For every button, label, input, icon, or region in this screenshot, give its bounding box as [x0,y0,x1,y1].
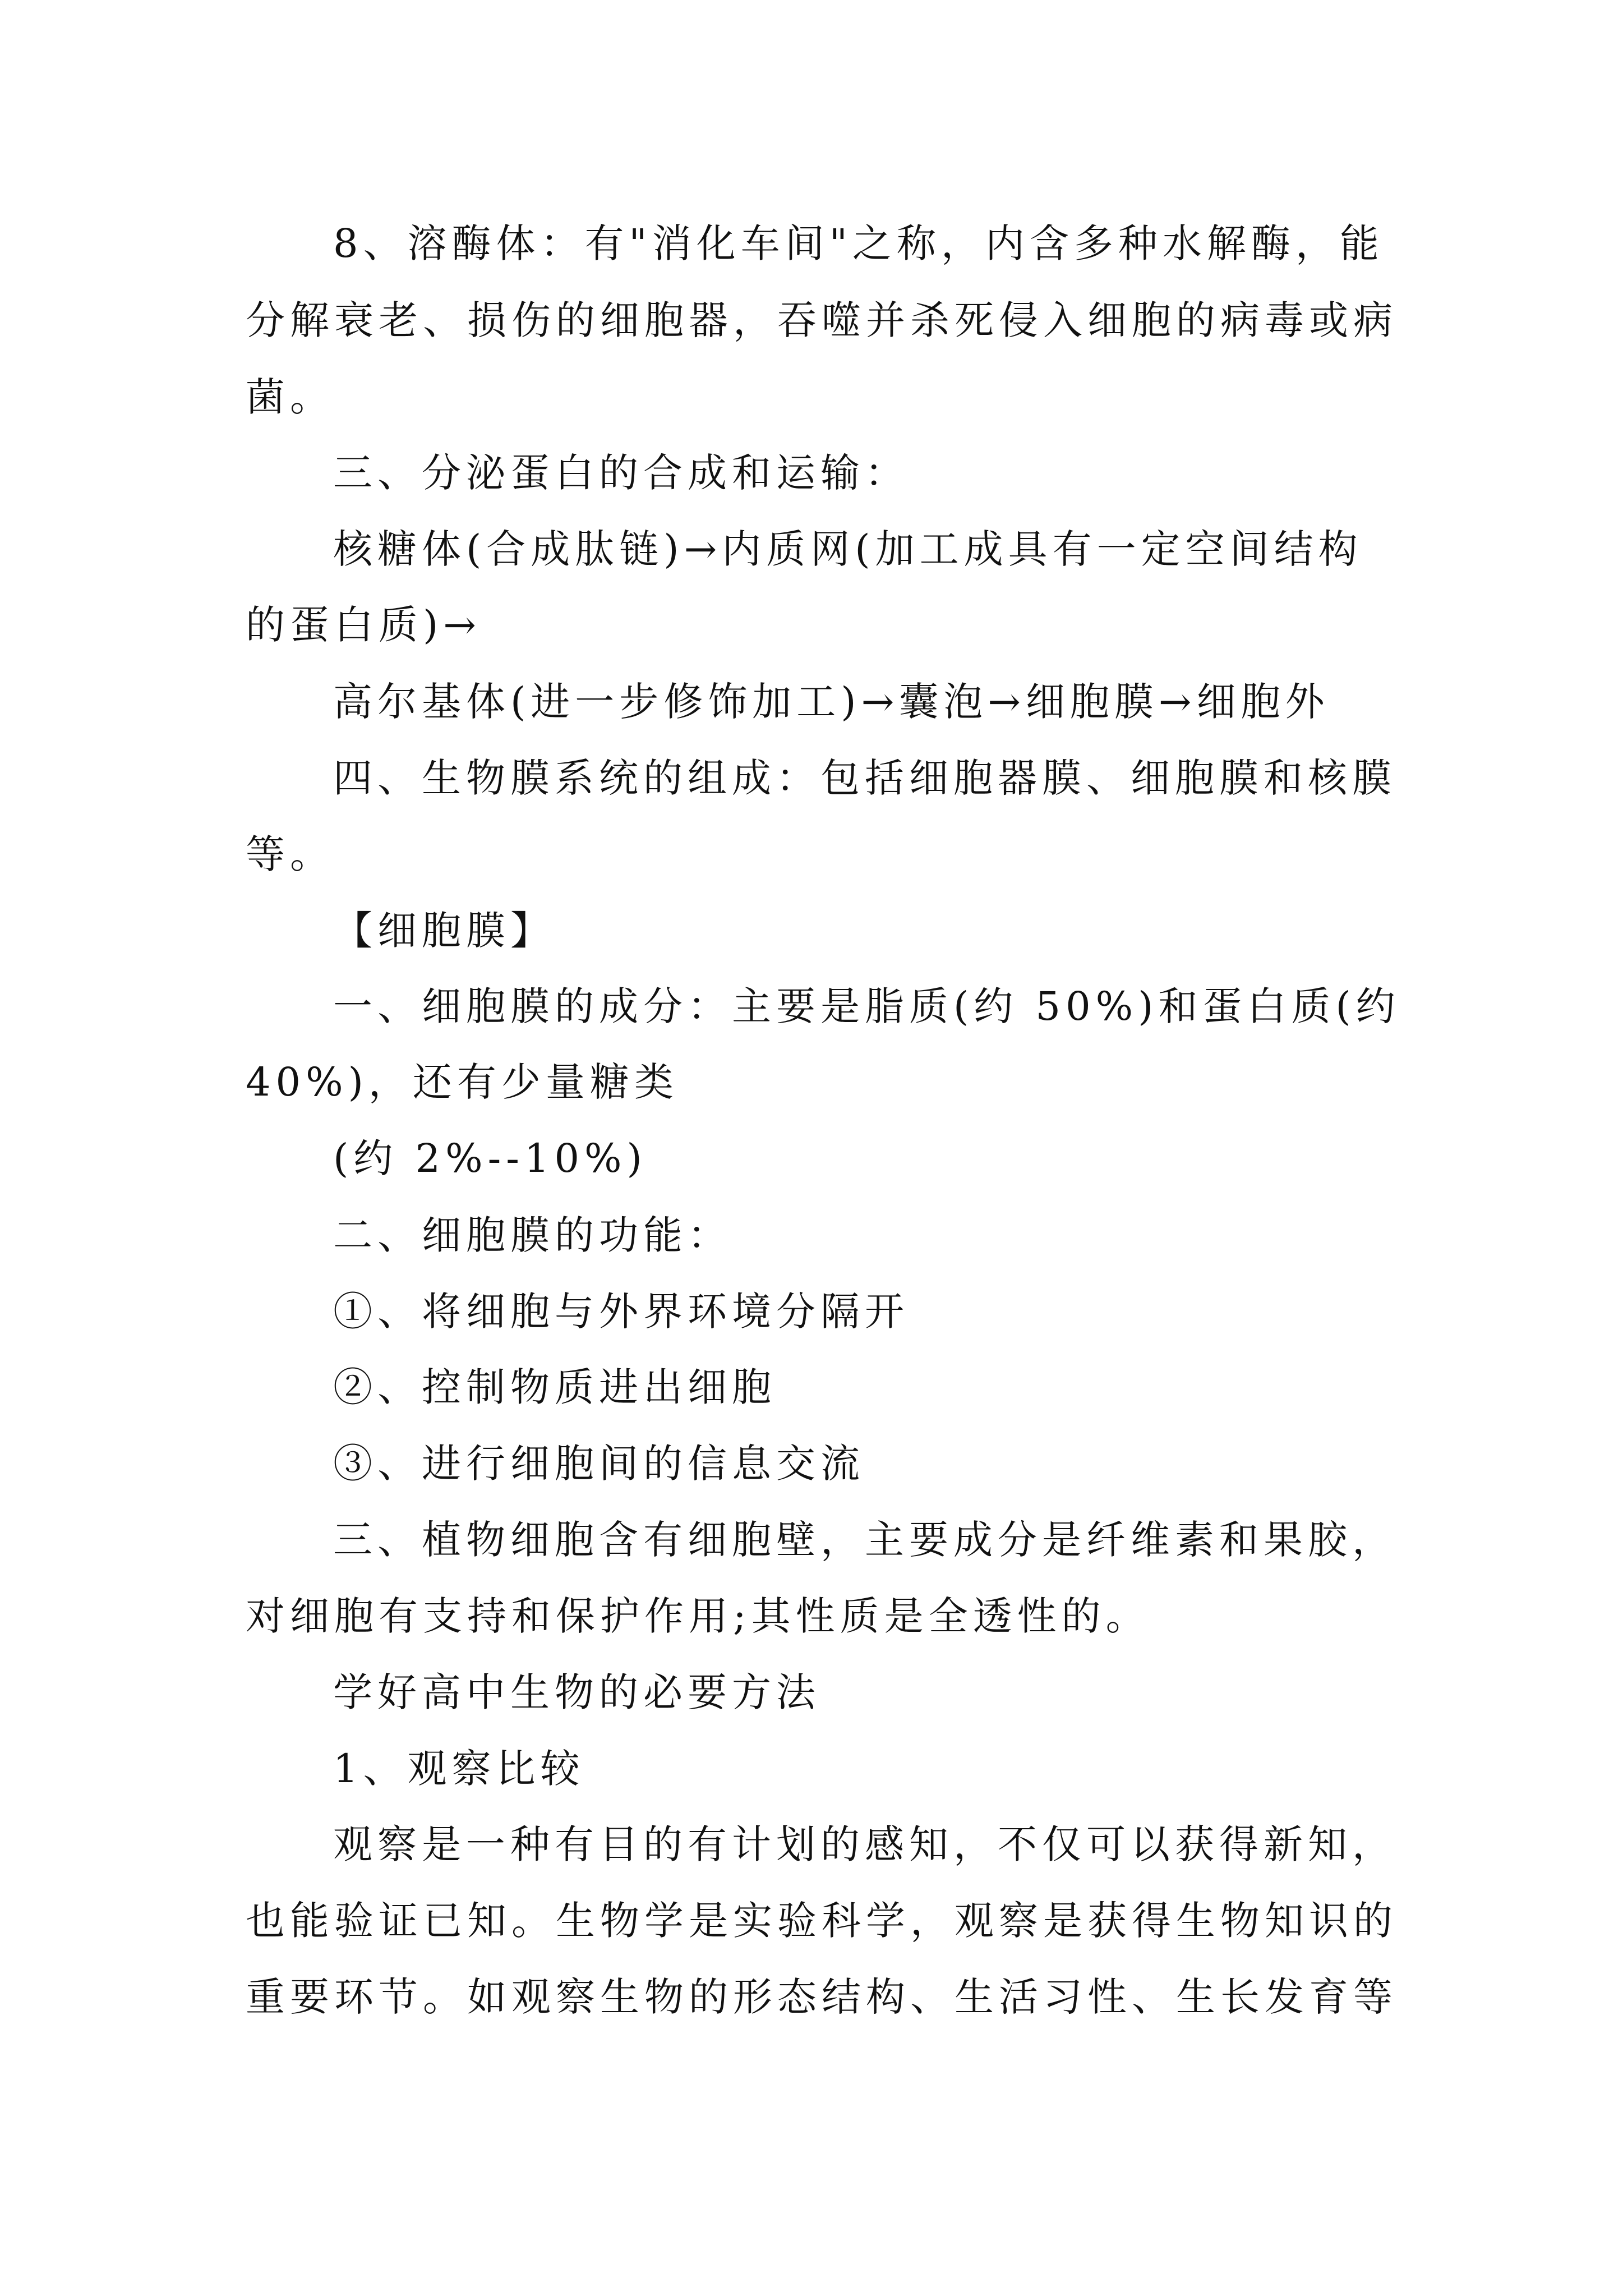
section-heading: 【细胞膜】 [333,908,555,954]
text-line: 四、生物膜系统的组成：包括细胞器膜、细胞膜和核膜 [333,755,1396,801]
text-line: 一、细胞膜的成分：主要是脂质(约 50%)和蛋白质(约 [333,983,1400,1029]
text-line: 1、观察比较 [333,1746,585,1792]
text-line: 核糖体(合成肽链)→内质网(加工成具有一定空间结构 [333,526,1363,572]
text-line: 三、分泌蛋白的合成和运输： [333,450,909,496]
section-heading: 学好高中生物的必要方法 [333,1669,820,1715]
text-line: 菌。 [246,374,334,420]
text-line: 对细胞有支持和保护作用;其性质是全透性的。 [246,1593,1150,1639]
list-item: ①、将细胞与外界环境分隔开 [333,1289,909,1335]
text-line: 也能验证已知。生物学是实验科学，观察是获得生物知识的 [246,1898,1398,1944]
text-line: (约 2%--10%) [333,1135,647,1181]
list-item: ③、进行细胞间的信息交流 [333,1441,865,1487]
text-line: 40%)，还有少量糖类 [246,1059,679,1105]
text-line: 高尔基体(进一步修饰加工)→囊泡→细胞膜→细胞外 [333,679,1330,725]
text-line: 观察是一种有目的有计划的感知，不仅可以获得新知， [333,1821,1396,1867]
list-item: ②、控制物质进出细胞 [333,1364,776,1410]
text-line: 重要环节。如观察生物的形态结构、生活习性、生长发育等 [246,1974,1398,2020]
text-line: 二、细胞膜的功能： [333,1212,732,1258]
text-line: 的蛋白质)→ [246,602,481,648]
text-line: 三、植物细胞含有细胞壁，主要成分是纤维素和果胶， [333,1517,1396,1563]
text-line: 分解衰老、损伤的细胞器，吞噬并杀死侵入细胞的病毒或病 [246,297,1398,343]
text-line: 8、溶酶体：有"消化车间"之称，内含多种水解酶，能 [333,220,1384,266]
text-line: 等。 [246,831,334,877]
